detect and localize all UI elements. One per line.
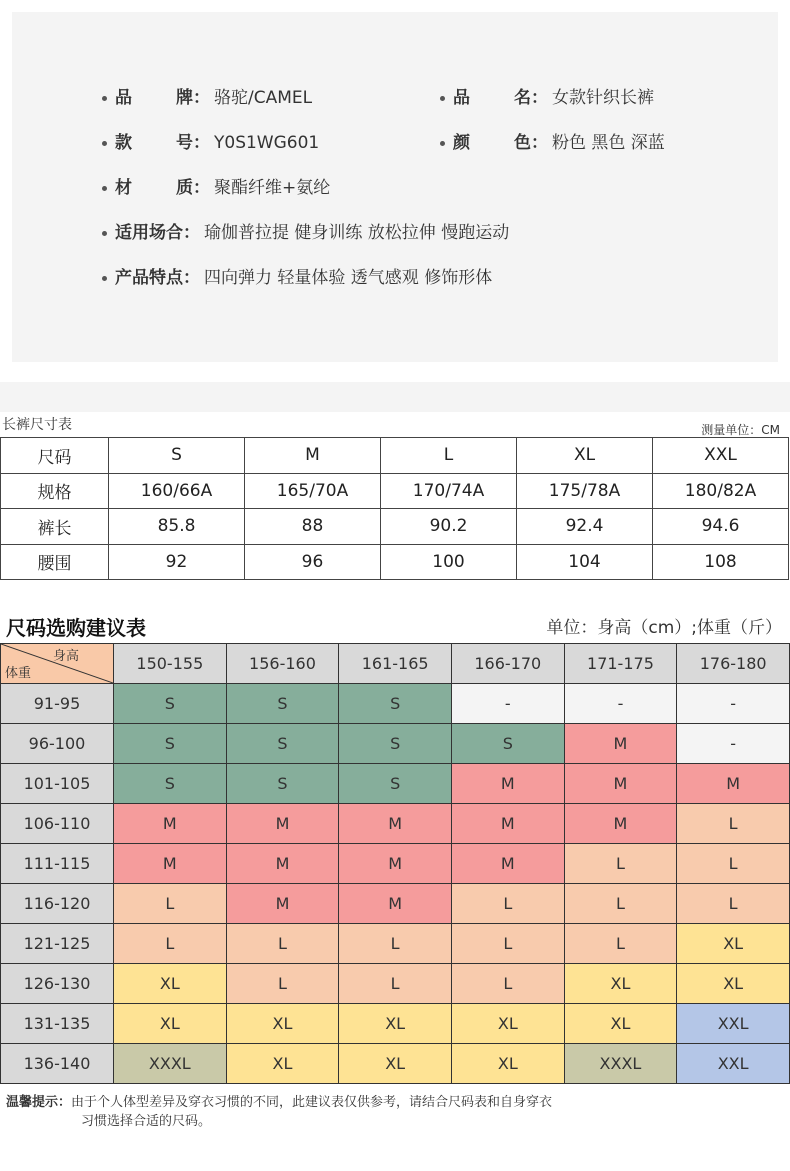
recommend-row xyxy=(1,844,790,884)
size-cell: 108 xyxy=(653,544,789,580)
corner-height-label: 身高 xyxy=(52,649,79,664)
weight-header: 96-100 xyxy=(1,724,114,764)
info-label: 品 xyxy=(115,88,176,108)
colon: ： xyxy=(183,223,200,243)
size-cell: 175/78A xyxy=(517,473,653,509)
size-header-cell: S xyxy=(109,438,245,474)
corner-weight-label: 体重 xyxy=(5,666,32,681)
recommend-cell: M xyxy=(339,884,452,924)
size-header-cell: XXL xyxy=(653,438,789,474)
size-cell: 104 xyxy=(517,544,653,580)
recommend-cell: L xyxy=(677,884,790,924)
size-cell: 160/66A xyxy=(109,473,245,509)
size-row xyxy=(1,473,789,509)
recommend-cell: M xyxy=(339,804,452,844)
recommend-cell: L xyxy=(564,844,677,884)
size-table xyxy=(0,437,789,580)
recommend-cell: M xyxy=(114,804,227,844)
recommend-row xyxy=(1,804,790,844)
recommend-cell: L xyxy=(677,804,790,844)
recommend-cell: L xyxy=(451,924,564,964)
size-cell: 88 xyxy=(245,509,381,545)
info-label: 号 xyxy=(176,133,193,153)
recommend-cell: XL xyxy=(226,1044,339,1084)
weight-header: 131-135 xyxy=(1,1004,114,1044)
bullet-icon xyxy=(102,186,107,191)
recommend-cell: XXXL xyxy=(114,1044,227,1084)
size-header-cell: 尺码 xyxy=(1,438,109,474)
size-cell: 165/70A xyxy=(245,473,381,509)
size-row-label: 裤长 xyxy=(1,509,109,545)
weight-header: 121-125 xyxy=(1,924,114,964)
recommend-cell: M xyxy=(677,764,790,804)
size-cell: 85.8 xyxy=(109,509,245,545)
recommend-cell: M xyxy=(564,804,677,844)
size-header-cell: XL xyxy=(517,438,653,474)
recommend-cell: L xyxy=(451,884,564,924)
recommend-row xyxy=(1,1044,790,1084)
size-table-unit: 测量单位：CM xyxy=(701,423,780,437)
recommend-cell: M xyxy=(451,804,564,844)
recommend-cell: L xyxy=(114,884,227,924)
info-value: 聚酯纤维+氨纶 xyxy=(214,178,331,198)
recommend-cell: XL xyxy=(451,1004,564,1044)
recommend-cell: S xyxy=(339,684,452,724)
info-value: 骆驼/CAMEL xyxy=(214,88,313,108)
height-header: 176-180 xyxy=(677,644,790,684)
recommend-cell: XL xyxy=(339,1004,452,1044)
info-name xyxy=(440,87,654,109)
info-label: 质 xyxy=(176,178,193,198)
recommend-cell: M xyxy=(226,884,339,924)
info-label: 适用场合 xyxy=(115,223,183,243)
recommend-cell: M xyxy=(226,844,339,884)
info-label: 名 xyxy=(514,88,531,108)
size-row-label: 规格 xyxy=(1,473,109,509)
size-header-cell: L xyxy=(381,438,517,474)
recommend-cell: - xyxy=(677,684,790,724)
recommend-cell: S xyxy=(226,724,339,764)
recommend-header-row xyxy=(1,644,790,684)
recommend-cell: S xyxy=(226,764,339,804)
info-value: 四向弹力 轻量体验 透气感观 修饰形体 xyxy=(204,268,493,288)
info-value: 瑜伽普拉提 健身训练 放松拉伸 慢跑运动 xyxy=(204,223,510,243)
size-cell: 92 xyxy=(109,544,245,580)
tip-note xyxy=(6,1093,552,1131)
recommend-cell: - xyxy=(564,684,677,724)
recommend-cell: S xyxy=(114,764,227,804)
recommend-cell: L xyxy=(564,884,677,924)
recommend-cell: M xyxy=(339,844,452,884)
recommend-cell: L xyxy=(226,924,339,964)
info-brand xyxy=(102,87,312,109)
recommend-cell: M xyxy=(226,804,339,844)
weight-header: 91-95 xyxy=(1,684,114,724)
recommend-cell: XL xyxy=(226,1004,339,1044)
recommend-row xyxy=(1,924,790,964)
product-info-panel xyxy=(12,12,778,362)
info-features xyxy=(102,267,492,289)
size-cell: 96 xyxy=(245,544,381,580)
corner-cell xyxy=(1,644,114,684)
recommend-table xyxy=(0,643,790,1084)
size-cell: 90.2 xyxy=(381,509,517,545)
weight-header: 116-120 xyxy=(1,884,114,924)
recommend-cell: S xyxy=(451,724,564,764)
info-label: 颜 xyxy=(453,133,514,153)
bullet-icon xyxy=(440,141,445,146)
colon: ： xyxy=(193,178,210,198)
recommend-cell: S xyxy=(339,724,452,764)
size-header-cell: M xyxy=(245,438,381,474)
info-label: 品 xyxy=(453,88,514,108)
tip-text-line1: 由于个人体型差异及穿衣习惯的不同，此建议表仅供参考，请结合尺码表和自身穿衣 xyxy=(71,1095,553,1110)
recommend-cell: L xyxy=(114,924,227,964)
recommend-row xyxy=(1,684,790,724)
height-header: 166-170 xyxy=(451,644,564,684)
recommend-cell: M xyxy=(114,844,227,884)
info-value: 粉色 黑色 深蓝 xyxy=(552,133,665,153)
size-cell: 94.6 xyxy=(653,509,789,545)
recommend-cell: XL xyxy=(339,1044,452,1084)
size-header-row xyxy=(1,438,789,474)
colon: ： xyxy=(183,268,200,288)
weight-header: 101-105 xyxy=(1,764,114,804)
bullet-icon xyxy=(102,141,107,146)
bullet-icon xyxy=(102,231,107,236)
size-row xyxy=(1,509,789,545)
recommend-cell: L xyxy=(226,964,339,1004)
recommend-cell: S xyxy=(114,684,227,724)
info-value: 女款针织长裤 xyxy=(552,88,654,108)
recommend-cell: XL xyxy=(114,964,227,1004)
recommend-cell: M xyxy=(451,844,564,884)
info-color xyxy=(440,132,665,154)
weight-header: 136-140 xyxy=(1,1044,114,1084)
info-label: 材 xyxy=(115,178,176,198)
recommend-row xyxy=(1,884,790,924)
recommend-cell: XL xyxy=(677,964,790,1004)
recommend-cell: M xyxy=(451,764,564,804)
info-value: Y0S1WG601 xyxy=(214,133,320,153)
recommend-cell: XXXL xyxy=(564,1044,677,1084)
recommend-cell: L xyxy=(339,924,452,964)
recommend-cell: XL xyxy=(677,924,790,964)
size-cell: 92.4 xyxy=(517,509,653,545)
bullet-icon xyxy=(440,96,445,101)
colon: ： xyxy=(531,88,548,108)
recommend-cell: - xyxy=(451,684,564,724)
info-material xyxy=(102,177,330,199)
recommend-row xyxy=(1,1004,790,1044)
recommend-cell: L xyxy=(451,964,564,1004)
size-cell: 100 xyxy=(381,544,517,580)
tip-label: 温馨提示： xyxy=(6,1095,72,1110)
recommend-cell: L xyxy=(564,924,677,964)
height-header: 156-160 xyxy=(226,644,339,684)
recommend-cell: - xyxy=(677,724,790,764)
recommend-cell: S xyxy=(226,684,339,724)
recommend-cell: M xyxy=(564,724,677,764)
info-label: 牌 xyxy=(176,88,193,108)
recommend-title: 尺码选购建议表 xyxy=(6,616,146,640)
recommend-cell: M xyxy=(564,764,677,804)
size-row xyxy=(1,544,789,580)
tip-text-line2: 习惯选择合适的尺码。 xyxy=(81,1114,212,1129)
colon: ： xyxy=(193,88,210,108)
recommend-cell: S xyxy=(114,724,227,764)
recommend-cell: XL xyxy=(114,1004,227,1044)
weight-header: 126-130 xyxy=(1,964,114,1004)
recommend-cell: XL xyxy=(451,1044,564,1084)
recommend-cell: XL xyxy=(564,1004,677,1044)
recommend-cell: L xyxy=(339,964,452,1004)
info-model xyxy=(102,132,319,154)
size-row-label: 腰围 xyxy=(1,544,109,580)
height-header: 171-175 xyxy=(564,644,677,684)
recommend-unit: 单位：身高（cm）;体重（斤） xyxy=(546,618,782,638)
info-occasion xyxy=(102,222,509,244)
weight-header: 106-110 xyxy=(1,804,114,844)
info-label: 款 xyxy=(115,133,176,153)
size-table-title: 长裤尺寸表 xyxy=(2,417,72,433)
recommend-cell: XL xyxy=(564,964,677,1004)
recommend-cell: L xyxy=(677,844,790,884)
recommend-row xyxy=(1,964,790,1004)
weight-header: 111-115 xyxy=(1,844,114,884)
height-header: 161-165 xyxy=(339,644,452,684)
recommend-cell: XXL xyxy=(677,1004,790,1044)
info-label: 产品特点 xyxy=(115,268,183,288)
recommend-cell: S xyxy=(339,764,452,804)
recommend-row xyxy=(1,764,790,804)
recommend-cell: XXL xyxy=(677,1044,790,1084)
colon: ： xyxy=(531,133,548,153)
colon: ： xyxy=(193,133,210,153)
size-cell: 180/82A xyxy=(653,473,789,509)
recommend-row xyxy=(1,724,790,764)
size-cell: 170/74A xyxy=(381,473,517,509)
height-header: 150-155 xyxy=(114,644,227,684)
info-label: 色 xyxy=(514,133,531,153)
divider-band xyxy=(0,382,790,412)
bullet-icon xyxy=(102,96,107,101)
bullet-icon xyxy=(102,276,107,281)
